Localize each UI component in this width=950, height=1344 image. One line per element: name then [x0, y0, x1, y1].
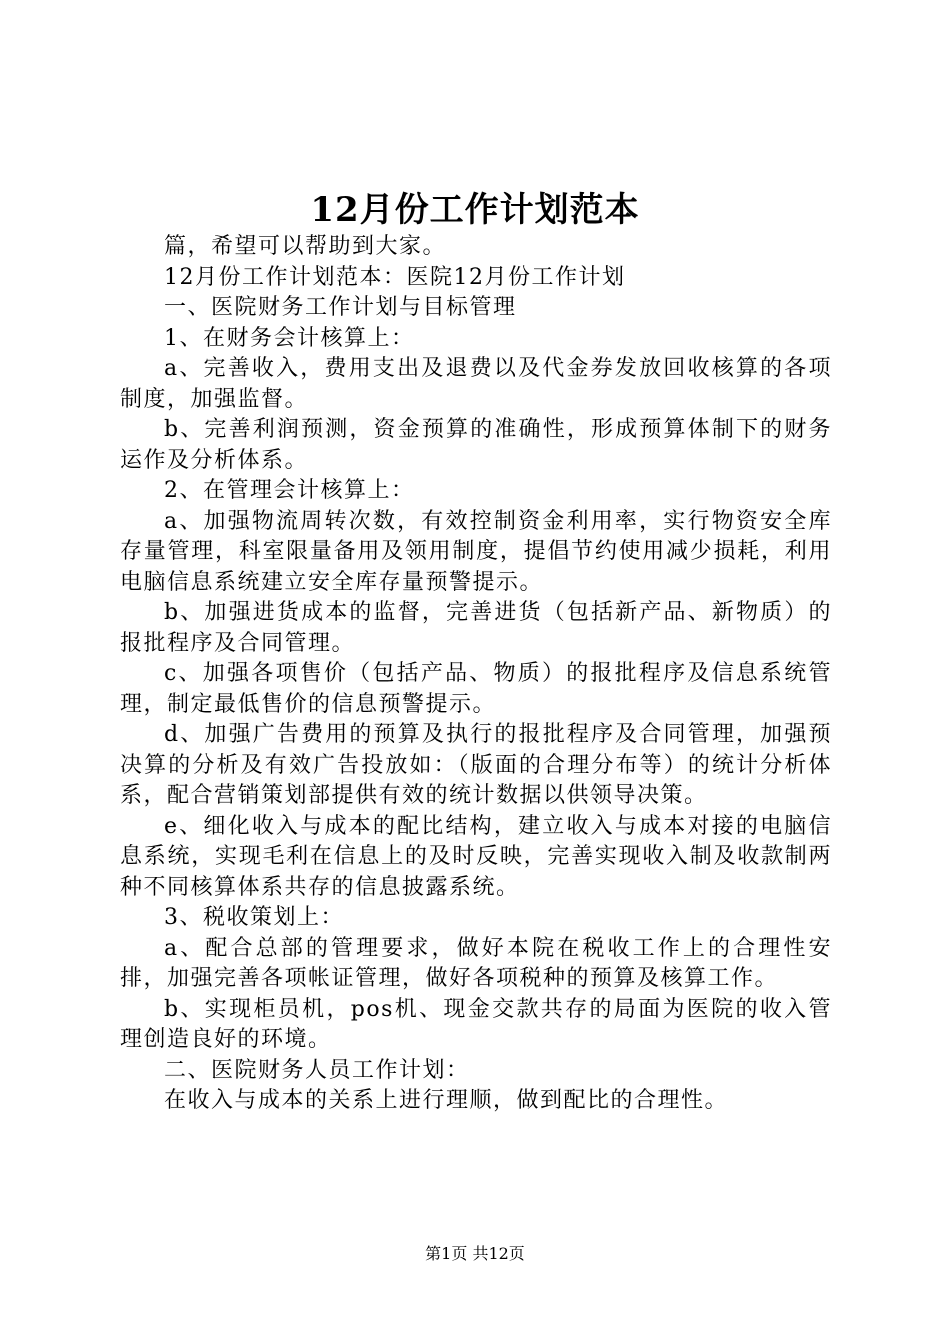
paragraph: b、完善利润预测，资金预算的准确性，形成预算体制下的财务运作及分析体系。 [120, 417, 832, 473]
paragraph: 在收入与成本的关系上进行理顺，做到配比的合理性。 [164, 1088, 729, 1113]
paragraph: a、完善收入，费用支出及退费以及代金券发放回收核算的各项制度，加强监督。 [120, 356, 832, 412]
section-heading: 一、医院财务工作计划与目标管理 [164, 295, 517, 320]
subsection-heading: 3、税收策划上： [164, 905, 344, 930]
paragraph: 12月份工作计划范本：医院12月份工作计划 [164, 264, 626, 290]
subsection-heading: 2、在管理会计核算上： [164, 478, 415, 503]
section-heading: 二、医院财务人员工作计划： [164, 1057, 470, 1083]
paragraph: e、细化收入与成本的配比结构，建立收入与成本对接的电脑信息系统，实现毛利在信息上的及时反映，完善实现收入制及收款制两种不同核算体系共存的信息披露系统。 [120, 813, 832, 900]
document-title: 12月份工作计划范本 [310, 190, 640, 230]
paragraph: a、配合总部的管理要求，做好本院在税收工作上的合理性安排，加强完善各项帐证管理，做好各项税种的预算及核算工作。 [120, 935, 832, 991]
paragraph: b、加强进货成本的监督，完善进货（包括新产品、新物质）的报批程序及合同管理。 [120, 600, 832, 656]
subsection-heading: 1、在财务会计核算上： [164, 325, 415, 351]
paragraph: d、加强广告费用的预算及执行的报批程序及合同管理，加强预决算的分析及有效广告投放如：（版面的合理分布等）的统计分析体系，配合营销策划部提供有效的统计数据以供领导决策。 [120, 722, 832, 808]
paragraph: a、加强物流周转次数，有效控制资金利用率，实行物资安全库存量管理，科室限量备用及领用制度，提倡节约使用减少损耗，利用电脑信息系统建立安全库存量预警提示。 [120, 508, 832, 595]
page-footer: 第1页 共12页 [425, 1244, 525, 1263]
paragraph: c、加强各项售价（包括产品、物质）的报批程序及信息系统管理，制定最低售价的信息预警提示。 [120, 661, 832, 717]
paragraph: 篇，希望可以帮助到大家。 [164, 234, 447, 259]
paragraph: b、实现柜员机，pos机、现金交款共存的局面为医院的收入管理创造良好的环境。 [120, 996, 832, 1052]
document-body [120, 232, 832, 1117]
